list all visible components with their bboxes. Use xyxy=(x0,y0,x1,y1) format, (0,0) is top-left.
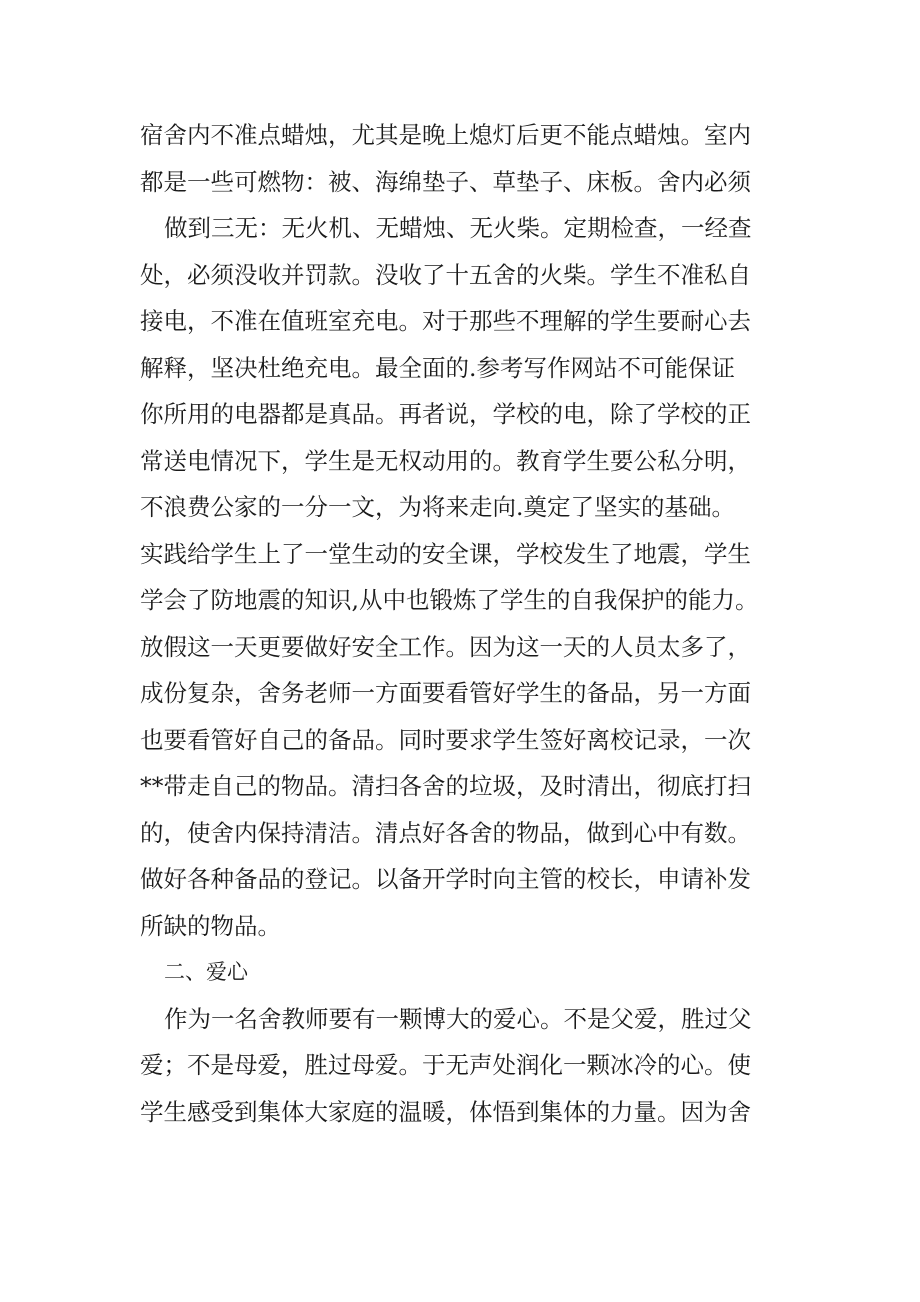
text-line: 作为一名舍教师要有一颗博大的爱心。不是父爱，胜过父 xyxy=(164,1004,752,1033)
text-line: 所缺的物品。 xyxy=(140,911,281,940)
text-line: **带走自己的物品。清扫各舍的垃圾，及时清出，彻底打扫 xyxy=(140,772,751,800)
text-line: 都是一些可燃物：被、海绵垫子、草垫子、床板。舍内必须 xyxy=(140,167,751,196)
text-line: 实践给学生上了一堂生动的安全课，学校发生了地震，学生 xyxy=(140,539,751,568)
text-line: 放假这一天更要做好安全工作。因为这一天的人员太多了， xyxy=(140,632,751,661)
text-line: 学生感受到集体大家庭的温暖，体悟到集体的力量。因为舍 xyxy=(140,1097,751,1126)
text-line: 学会了防地震的知识,从中也锻炼了学生的自我保护的能力。 xyxy=(140,586,759,614)
text-line: 也要看管好自己的备品。同时要求学生签好离校记录，一次 xyxy=(140,725,751,754)
text-line: 宿舍内不准点蜡烛，尤其是晚上熄灯后更不能点蜡烛。室内 xyxy=(140,121,751,149)
text-line: 不浪费公家的一分一文，为将来走向.奠定了坚实的基础。 xyxy=(140,493,735,521)
text-line: 常送电情况下，学生是无权动用的。教育学生要公私分明， xyxy=(140,446,751,475)
text-line: 做好各种备品的登记。以备开学时向主管的校长，申请补发 xyxy=(140,865,751,893)
text-line: 的，使舍内保持清洁。清点好各舍的物品，做到心中有数。 xyxy=(140,818,751,847)
body-text xyxy=(140,112,800,1135)
section-heading: 二、爱心 xyxy=(164,960,248,984)
text-line: 接电，不准在值班室充电。对于那些不理解的学生要耐心去 xyxy=(140,307,751,335)
text-line: 成份复杂，舍务老师一方面要看管好学生的备品，另一方面 xyxy=(140,679,751,707)
text-line: 解释，坚决杜绝充电。最全面的.参考写作网站不可能保证 xyxy=(140,353,735,382)
text-line: 做到三无：无火机、无蜡烛、无火柴。定期检查，一经查 xyxy=(164,214,752,242)
text-line: 处，必须没收并罚款。没收了十五舍的火柴。学生不准私自 xyxy=(140,260,751,289)
text-line: 爱；不是母爱，胜过母爱。于无声处润化一颗冰冷的心。使 xyxy=(140,1051,751,1079)
text-line: 你所用的电器都是真品。再者说，学校的电，除了学校的正 xyxy=(140,400,751,428)
